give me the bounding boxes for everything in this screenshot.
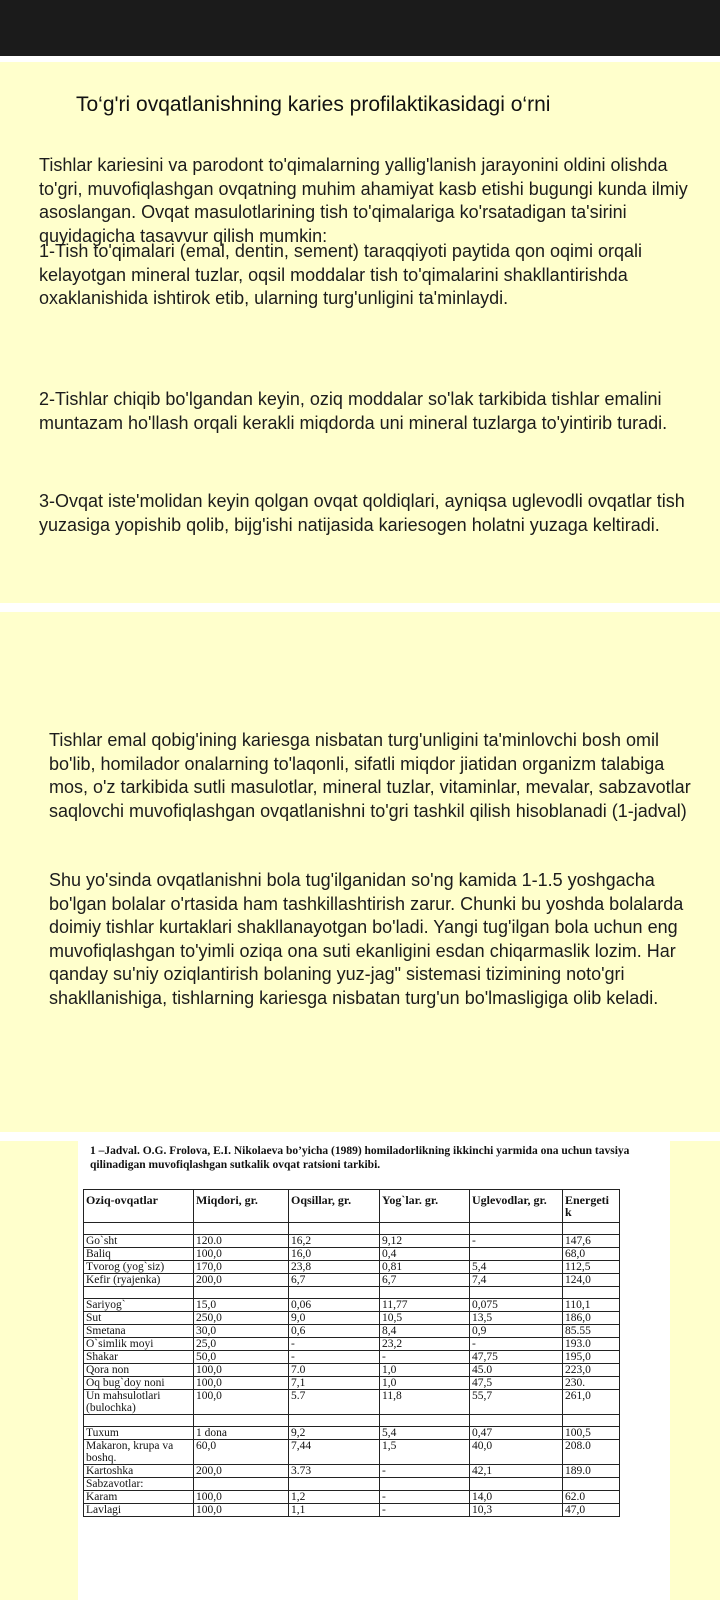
table-cell: 9,2 bbox=[289, 1427, 380, 1440]
table-cell: 186,0 bbox=[563, 1312, 620, 1325]
table-cell: 100,0 bbox=[194, 1364, 289, 1377]
table-cell: 8,4 bbox=[380, 1325, 470, 1338]
table-cell: Tvorog (yog`siz) bbox=[84, 1261, 194, 1274]
table-cell bbox=[470, 1248, 563, 1261]
paragraph-point-2: 2-Tishlar chiqib bo'lgandan keyin, oziq moddalar so'lak tarkibida tishlar emalini muntazam ho'llash orqali kerakli miqdorda uni mineral tuzlarga to'yintirib turadi. bbox=[39, 389, 668, 433]
table-header-cell: Miqdori, gr. bbox=[194, 1190, 289, 1223]
table-cell: 1,5 bbox=[380, 1440, 470, 1465]
table-header-cell: Energeti k bbox=[563, 1190, 620, 1223]
table-cell: Baliq bbox=[84, 1248, 194, 1261]
table-header-row bbox=[84, 1190, 620, 1223]
table-scan-image bbox=[78, 1141, 670, 1600]
table-header-cell: Oziq-ovqatlar bbox=[84, 1190, 194, 1223]
table-cell: 1,0 bbox=[380, 1364, 470, 1377]
table-cell: 189.0 bbox=[563, 1465, 620, 1478]
table-cell: 112,5 bbox=[563, 1261, 620, 1274]
table-cell: Lavlagi bbox=[84, 1504, 194, 1517]
table-cell: 5,4 bbox=[380, 1427, 470, 1440]
table-cell: 7,1 bbox=[289, 1377, 380, 1390]
table-cell: 0,4 bbox=[380, 1248, 470, 1261]
table-cell: 100,0 bbox=[194, 1504, 289, 1517]
table-cell: 230. bbox=[563, 1377, 620, 1390]
table-spacer-cell bbox=[563, 1415, 620, 1427]
table-cell: 195,0 bbox=[563, 1351, 620, 1364]
table-cell bbox=[470, 1478, 563, 1491]
table-spacer-cell bbox=[289, 1223, 380, 1235]
table-cell: - bbox=[289, 1351, 380, 1364]
table-cell: Sut bbox=[84, 1312, 194, 1325]
paragraph-enamel: Tishlar emal qobig'ining kariesga nisbatan turg'unligini ta'minlovchi bosh omil bo'lib, homilador onalarning to'laqonli, sifatli miqdor jiatidan organizm talabiga mos, o'z tarkibida sutli masulotlar, mineral tuzlar, vitaminlar, mevalar, sabzavotlar saqlovchi muvofiqlashgan ovqatlanishni to'gri tashkil qilish hisoblanadi (1-jadval) bbox=[49, 730, 691, 821]
article-card-table bbox=[0, 1141, 720, 1600]
table-cell: 23,8 bbox=[289, 1261, 380, 1274]
table-group-spacer bbox=[84, 1415, 620, 1427]
table-cell: Un mahsulotlari (bulochka) bbox=[84, 1390, 194, 1415]
table-cell: 100,5 bbox=[563, 1427, 620, 1440]
table-cell bbox=[380, 1478, 470, 1491]
table-group-spacer bbox=[84, 1223, 620, 1235]
paragraph-point-1: 1-Tish to'qimalari (emal, dentin, sement) taraqqiyoti paytida qon oqimi orqali kelayotgan mineral tuzlar, oqsil moddalar tish to'qimalarini shakllantirishda oxaklanishida ishtirok etib, ularning turg'unligini ta'minlaydi. bbox=[39, 241, 643, 308]
table-cell: 23,2 bbox=[380, 1338, 470, 1351]
table-cell: 100,0 bbox=[194, 1390, 289, 1415]
table-cell: 47,0 bbox=[563, 1504, 620, 1517]
table-spacer-cell bbox=[194, 1415, 289, 1427]
table-spacer-cell bbox=[380, 1415, 470, 1427]
table-cell: Smetana bbox=[84, 1325, 194, 1338]
table-cell: 10,3 bbox=[470, 1504, 563, 1517]
table-cell: Go`sht bbox=[84, 1235, 194, 1248]
table-body bbox=[84, 1223, 620, 1517]
table-cell: 1,2 bbox=[289, 1491, 380, 1504]
table-cell: 11,77 bbox=[380, 1299, 470, 1312]
table-spacer-cell bbox=[470, 1287, 563, 1299]
table-spacer-cell bbox=[470, 1415, 563, 1427]
table-row bbox=[84, 1351, 620, 1364]
table-cell: 45.0 bbox=[470, 1364, 563, 1377]
table-cell: 15,0 bbox=[194, 1299, 289, 1312]
table-row bbox=[84, 1364, 620, 1377]
table-cell: Karam bbox=[84, 1491, 194, 1504]
table-cell: - bbox=[380, 1465, 470, 1478]
table-cell: - bbox=[380, 1504, 470, 1517]
table-spacer-cell bbox=[84, 1415, 194, 1427]
table-cell: 124,0 bbox=[563, 1274, 620, 1287]
table-cell: 6,7 bbox=[289, 1274, 380, 1287]
paragraph-intro: Tishlar kariesini va parodont to'qimalarning yallig'lanish jarayonini oldini olishda to'gri, muvofiqlashgan ovqatning muhim ahamiyat kasb etishi bugungi kunda ilmiy asoslangan. Ovqat masulotlarining tish to'qimalariga ko'rsatadigan ta'sirini quyidagicha tasavvur qilish mumkin: bbox=[39, 155, 688, 246]
table-group-spacer bbox=[84, 1287, 620, 1299]
nutrition-table bbox=[83, 1189, 620, 1517]
table-header-cell: Yog`lar. gr. bbox=[380, 1190, 470, 1223]
table-cell: Sabzavotlar: bbox=[84, 1478, 194, 1491]
table-cell: 147,6 bbox=[563, 1235, 620, 1248]
table-row bbox=[84, 1478, 620, 1491]
table-cell: 47,75 bbox=[470, 1351, 563, 1364]
table-cell: 100,0 bbox=[194, 1377, 289, 1390]
table-cell: 40,0 bbox=[470, 1440, 563, 1465]
table-spacer-cell bbox=[470, 1223, 563, 1235]
table-row bbox=[84, 1504, 620, 1517]
table-cell: 208.0 bbox=[563, 1440, 620, 1465]
table-cell: 1 dona bbox=[194, 1427, 289, 1440]
table-cell: - bbox=[470, 1235, 563, 1248]
table-row bbox=[84, 1299, 620, 1312]
table-cell: 11,8 bbox=[380, 1390, 470, 1415]
table-row bbox=[84, 1248, 620, 1261]
article-card-intro bbox=[0, 62, 720, 603]
table-cell: 0,06 bbox=[289, 1299, 380, 1312]
table-spacer-cell bbox=[563, 1287, 620, 1299]
table-cell: 0,075 bbox=[470, 1299, 563, 1312]
table-cell: 60,0 bbox=[194, 1440, 289, 1465]
table-cell: 200,0 bbox=[194, 1465, 289, 1478]
table-cell: 7,44 bbox=[289, 1440, 380, 1465]
table-cell: - bbox=[289, 1338, 380, 1351]
paragraph-infant-feeding: Shu yo'sinda ovqatlanishni bola tug'ilganidan so'ng kamida 1-1.5 yoshgacha bo'lgan bolalar o'rtasida ham tashkillashtirish zarur. Chunki bu yoshda bolalarda doimiy tishlar kurtaklari shakllanayotgan bo'ladi. Yangi tug'ilgan bola uchun eng muvofiqlashgan to'yimli oziqa ona suti ekanligini esdan chiqarmaslik lozim. Har qanday su'niy oziqlantirish bolaning yuz-jag" sistemasi tizimining noto'gri shakllanishiga, tishlarning kariesga nisbatan turg'un bo'lmasligiga olib keladi. bbox=[49, 870, 684, 1008]
table-cell: 14,0 bbox=[470, 1491, 563, 1504]
table-cell: 261,0 bbox=[563, 1390, 620, 1415]
table-cell: Kefir (ryajenka) bbox=[84, 1274, 194, 1287]
table-header-cell: Uglevodlar, gr. bbox=[470, 1190, 563, 1223]
table-spacer-cell bbox=[380, 1223, 470, 1235]
table-caption: 1 –Jadval. O.G. Frolova, E.I. Nikolaeva bo’yicha (1989) homiladorlikning ikkinchi yarmida ona uchun tavsiya qilinadigan muvofiqlashgan sutkalik ovqat ratsioni tarkibi. bbox=[90, 1145, 630, 1171]
table-spacer-cell bbox=[194, 1223, 289, 1235]
table-cell: 7,4 bbox=[470, 1274, 563, 1287]
table-cell: 120.0 bbox=[194, 1235, 289, 1248]
table-cell: 1,1 bbox=[289, 1504, 380, 1517]
table-row bbox=[84, 1325, 620, 1338]
table-spacer-cell bbox=[84, 1287, 194, 1299]
table-cell: O`simlik moyi bbox=[84, 1338, 194, 1351]
table-cell: 1,0 bbox=[380, 1377, 470, 1390]
table-cell bbox=[194, 1478, 289, 1491]
table-cell: 100,0 bbox=[194, 1491, 289, 1504]
table-cell: 250,0 bbox=[194, 1312, 289, 1325]
table-cell: Tuxum bbox=[84, 1427, 194, 1440]
table-spacer-cell bbox=[84, 1223, 194, 1235]
table-row bbox=[84, 1440, 620, 1465]
table-cell: 25,0 bbox=[194, 1338, 289, 1351]
table-spacer-cell bbox=[380, 1287, 470, 1299]
table-cell: 55,7 bbox=[470, 1390, 563, 1415]
table-cell: 47,5 bbox=[470, 1377, 563, 1390]
table-cell bbox=[563, 1478, 620, 1491]
table-header-cell: Oqsillar, gr. bbox=[289, 1190, 380, 1223]
table-cell: 0,47 bbox=[470, 1427, 563, 1440]
table-cell: 193.0 bbox=[563, 1338, 620, 1351]
status-bar bbox=[0, 0, 720, 56]
table-cell: 100,0 bbox=[194, 1248, 289, 1261]
table-row bbox=[84, 1377, 620, 1390]
table-cell: 16,0 bbox=[289, 1248, 380, 1261]
table-cell: 223,0 bbox=[563, 1364, 620, 1377]
table-row bbox=[84, 1235, 620, 1248]
table-cell: 30,0 bbox=[194, 1325, 289, 1338]
table-cell: 110,1 bbox=[563, 1299, 620, 1312]
paragraph-point-3: 3-Ovqat iste'molidan keyin qolgan ovqat qoldiqlari, ayniqsa uglevodli ovqatlar tish yuzasiga yopishib qolib, bijg'ishi natijasida kariesogen holatni yuzaga keltiradi. bbox=[39, 491, 685, 535]
table-row bbox=[84, 1338, 620, 1351]
table-row bbox=[84, 1427, 620, 1440]
table-cell: 9,12 bbox=[380, 1235, 470, 1248]
table-row bbox=[84, 1491, 620, 1504]
table-row bbox=[84, 1390, 620, 1415]
table-cell: Makaron, krupa va boshq. bbox=[84, 1440, 194, 1465]
table-cell: 50,0 bbox=[194, 1351, 289, 1364]
table-cell: 170,0 bbox=[194, 1261, 289, 1274]
table-cell: 6,7 bbox=[380, 1274, 470, 1287]
table-cell: 42,1 bbox=[470, 1465, 563, 1478]
table-cell: 10,5 bbox=[380, 1312, 470, 1325]
table-cell: Shakar bbox=[84, 1351, 194, 1364]
table-cell: 62.0 bbox=[563, 1491, 620, 1504]
article-title: To‘g'ri ovqatlanishning karies profilaktikasidagi o‘rni bbox=[76, 93, 551, 116]
table-cell: 13,5 bbox=[470, 1312, 563, 1325]
table-cell: - bbox=[380, 1351, 470, 1364]
table-cell: Qora non bbox=[84, 1364, 194, 1377]
table-cell: 9,0 bbox=[289, 1312, 380, 1325]
table-cell: - bbox=[470, 1338, 563, 1351]
table-cell: 0,6 bbox=[289, 1325, 380, 1338]
table-row bbox=[84, 1274, 620, 1287]
table-cell: Sariyog` bbox=[84, 1299, 194, 1312]
table-cell: Oq bug`doy noni bbox=[84, 1377, 194, 1390]
article-card-nutrition bbox=[0, 612, 720, 1132]
table-cell: 0,9 bbox=[470, 1325, 563, 1338]
table-row bbox=[84, 1312, 620, 1325]
table-cell: 16,2 bbox=[289, 1235, 380, 1248]
table-cell: 200,0 bbox=[194, 1274, 289, 1287]
table-spacer-cell bbox=[563, 1223, 620, 1235]
table-cell: - bbox=[380, 1491, 470, 1504]
table-cell bbox=[289, 1478, 380, 1491]
table-spacer-cell bbox=[289, 1415, 380, 1427]
table-spacer-cell bbox=[289, 1287, 380, 1299]
table-cell: 3.73 bbox=[289, 1465, 380, 1478]
table-row bbox=[84, 1465, 620, 1478]
table-spacer-cell bbox=[194, 1287, 289, 1299]
table-cell: 7.0 bbox=[289, 1364, 380, 1377]
table-cell: 0,81 bbox=[380, 1261, 470, 1274]
table-cell: 5,4 bbox=[470, 1261, 563, 1274]
table-cell: 5.7 bbox=[289, 1390, 380, 1415]
table-cell: 68,0 bbox=[563, 1248, 620, 1261]
table-cell: 85.55 bbox=[563, 1325, 620, 1338]
table-row bbox=[84, 1261, 620, 1274]
table-cell: Kartoshka bbox=[84, 1465, 194, 1478]
